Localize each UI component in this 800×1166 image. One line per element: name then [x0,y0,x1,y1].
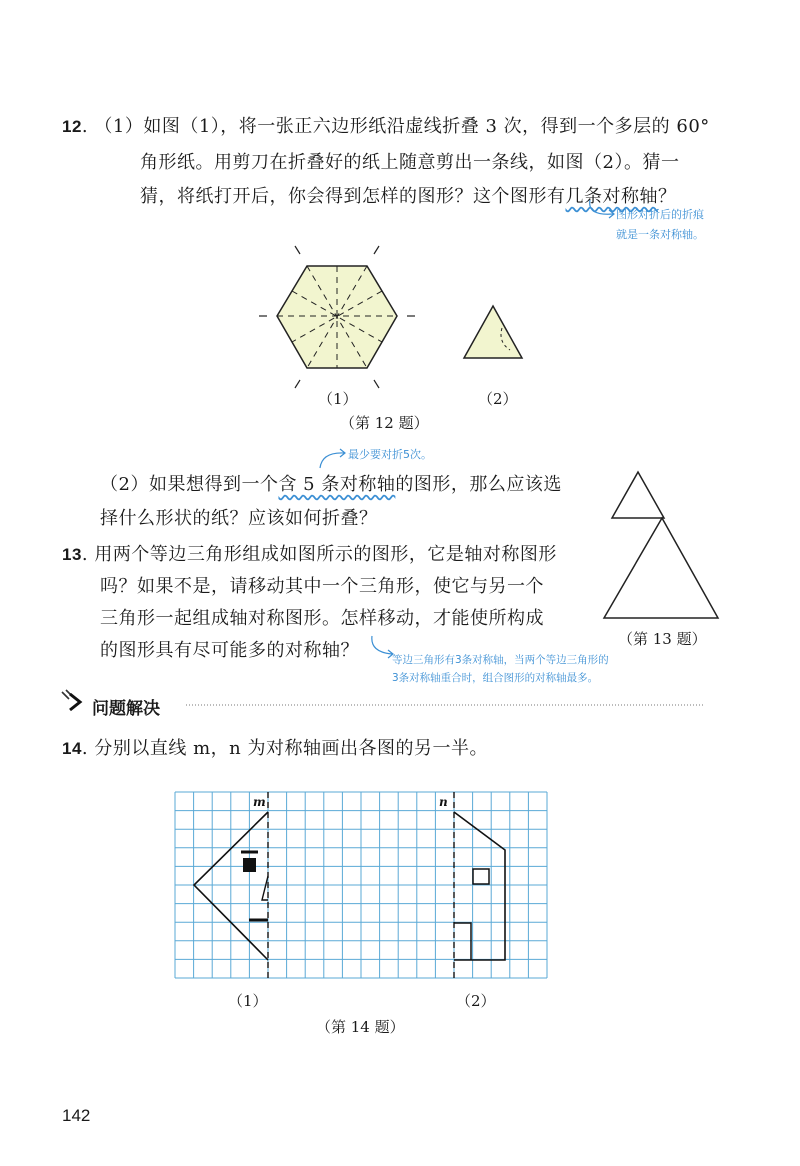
q12-part2-note: 最少要对折5次。 [348,448,432,461]
section-chevron-icon [60,688,90,712]
q14-caption: （第 14 题） [316,1018,405,1036]
q13-caption: （第 13 题） [618,630,707,648]
q13-line1 [62,540,557,566]
q12-text-3a: 猜，将纸打开后，你会得到怎样的图形？这个图形有 [140,186,566,207]
two-triangles-figure [600,468,725,626]
q12-number: 12 [62,117,82,136]
section-title: 问题解决 [92,699,160,719]
q12-part2-text-c: 的图形，那么应该选 [395,474,562,495]
section-divider [186,703,706,707]
q12-text-1: . （1）如图（1），将一张正六边形纸沿虚线折叠 3 次，得到一个多层的 60° [81,116,710,137]
q12-part2-line1 [100,470,562,496]
page-number: 142 [62,1106,91,1125]
q12-fig1-label: （1） [318,390,358,408]
q14-fig2-label: （2） [456,992,496,1010]
q14-line [62,734,488,760]
hexagon-figure [255,238,425,398]
q13-note-1: 等边三角形有3条对称轴，当两个等边三角形的 [392,654,609,666]
q13-line2: 吗？如果不是，请移动其中一个三角形，使它与另一个 [100,576,544,597]
q12-note-2: 就是一条对称轴。 [616,228,704,241]
q12-line1 [62,112,710,138]
q14-text: . 分别以直线 m，n 为对称轴画出各图的另一半。 [81,738,488,759]
q12-text-3c: ？ [658,186,677,207]
folded-triangle-figure [460,302,530,364]
q12-part2-line2: 择什么形状的纸？应该如何折叠？ [100,508,378,529]
q14-fig1-label: （1） [228,992,268,1010]
q13-text-1: . 用两个等边三角形组成如图所示的图形，它是轴对称图形 [81,544,557,565]
q12-part2-note-arrow [312,448,352,472]
q13-number: 13 [62,545,82,564]
q12-part2-text-a: （2）如果想得到一个 [100,474,279,495]
axis-n-label: n [439,795,448,809]
q12-underlined-axes: 几条对称轴 [565,186,658,207]
q13-line3: 三角形一起组成轴对称图形。怎样移动，才能使所构成 [100,608,544,629]
q12-fig2-label: （2） [478,390,518,408]
q14-number: 14 [62,739,82,758]
q14-grid-figure [175,792,547,978]
q12-caption: （第 12 题） [340,414,429,432]
q12-part2-underlined: 含 5 条对称轴 [278,474,396,495]
q12-note-1: 图形对折后的折痕 [616,208,704,221]
q13-line4: 的图形具有尽可能多的对称轴？ [100,640,359,661]
q13-note-2: 3条对称轴重合时，组合图形的对称轴最多。 [392,672,599,684]
axis-m-label: m [253,795,266,809]
q12-line2: 角形纸。用剪刀在折叠好的纸上随意剪出一条线，如图（2）。猜一 [140,152,680,173]
